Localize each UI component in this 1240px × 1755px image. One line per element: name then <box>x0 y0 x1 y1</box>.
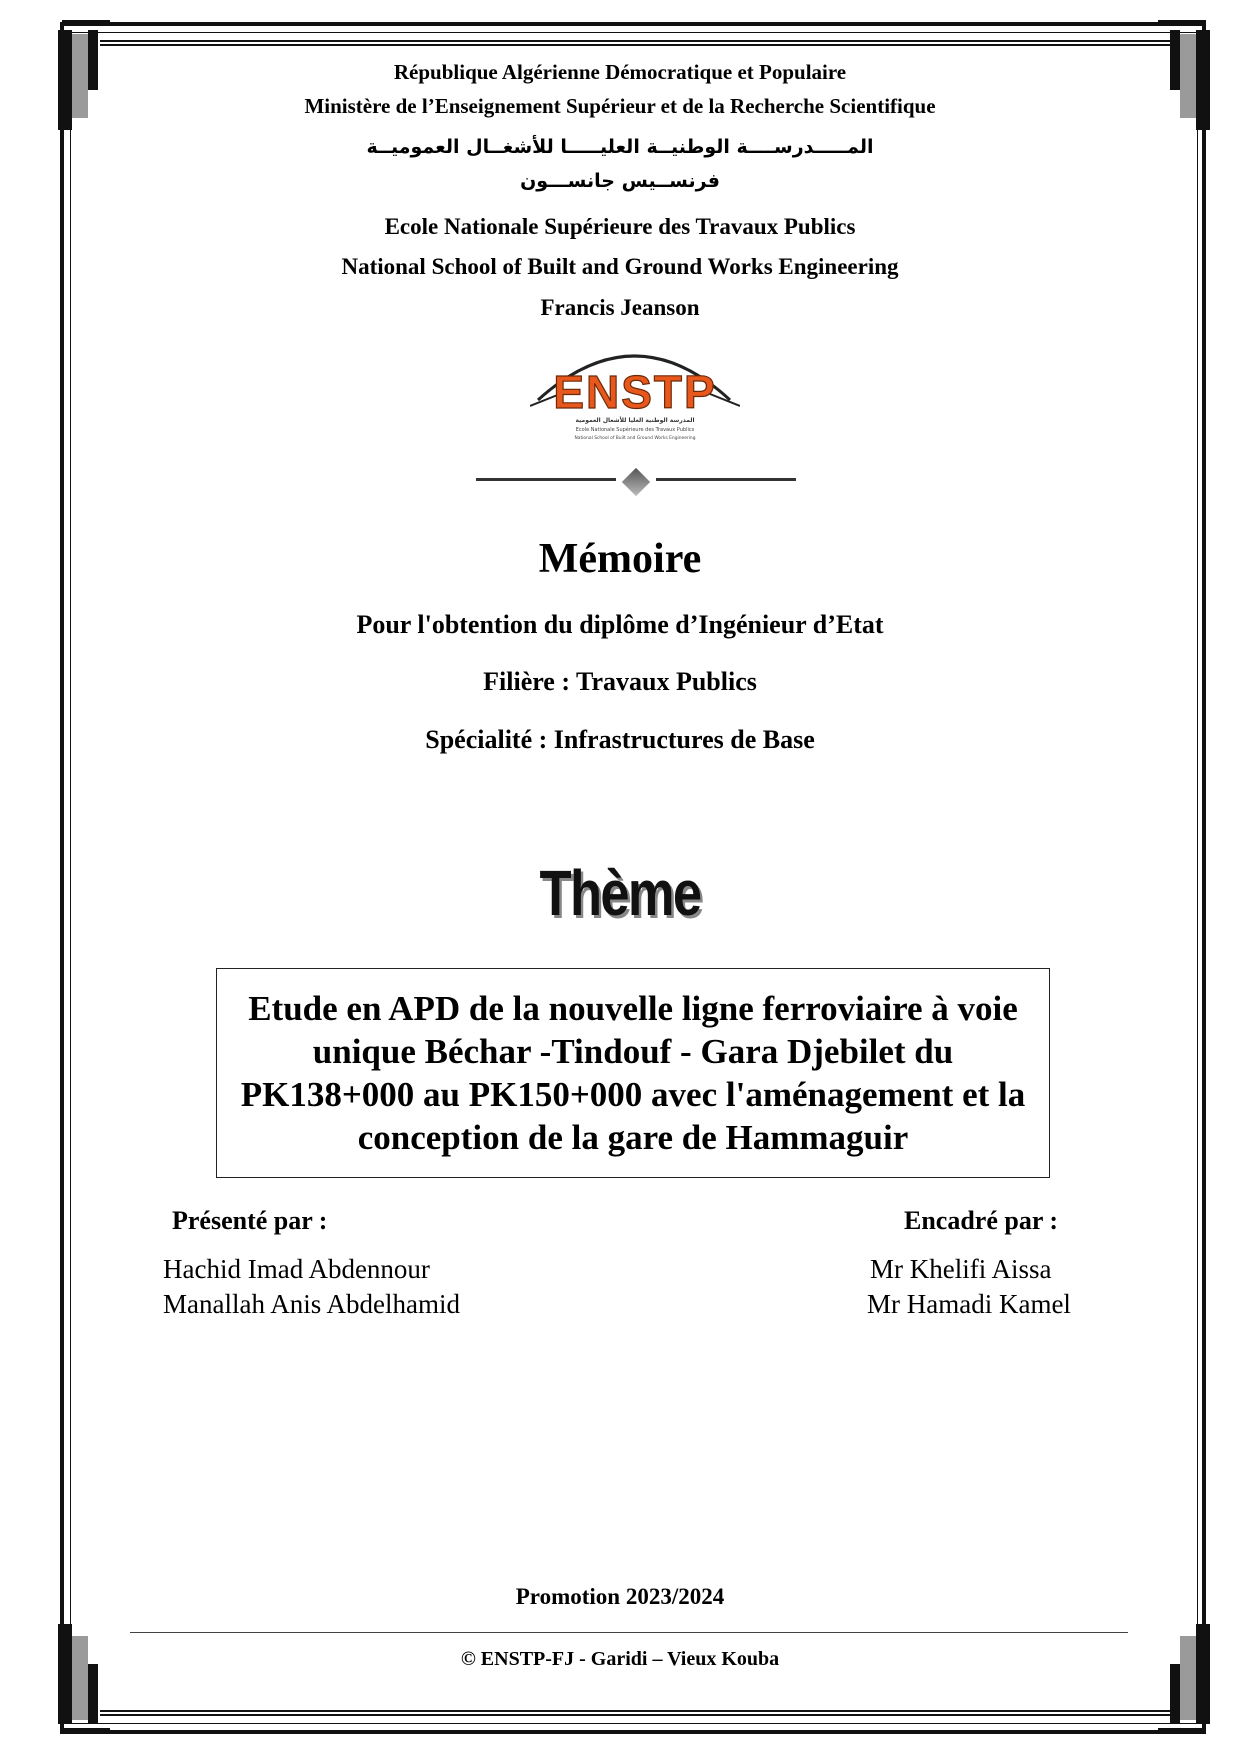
corner-ornament-bottom-right <box>1158 1614 1212 1734</box>
logo-caption-en: National School of Built and Ground Works Engineering <box>574 436 696 441</box>
divider-left <box>476 478 616 481</box>
logo-caption-ar: المدرسة الوطنية العليا للأشغال العمومية <box>575 417 695 424</box>
specialty-line: Spécialité : Infrastructures de Base <box>425 725 815 754</box>
corner-ornament-bottom-left <box>58 1614 112 1734</box>
page-border-bottom-double <box>100 1710 1180 1716</box>
republic-line: République Algérienne Démocratique et Populaire <box>393 60 847 84</box>
field-line: Filière : Travaux Publics <box>483 667 757 696</box>
enstp-logo <box>530 332 740 444</box>
arabic-school-line: المـــــدرســــة الوطنيــة العليـــــا للأشغــال العموميــة <box>366 136 874 158</box>
school-name-fr: Ecole Nationale Supérieure des Travaux Publics <box>384 214 856 239</box>
degree-line: Pour l'obtention du diplôme d’Ingénieur d’Etat <box>356 610 884 639</box>
footer-rule <box>130 1632 1128 1633</box>
page-border-top-double <box>100 40 1180 46</box>
supervisor-name-2: Mr Hamadi Kamel <box>867 1289 1071 1319</box>
logo-wordmark: ENSTP <box>553 366 717 418</box>
author-name-1: Hachid Imad Abdennour <box>163 1254 430 1284</box>
document-type: Mémoire <box>538 536 702 582</box>
logo-caption-fr: Ecole Nationale Supérieure des Travaux Publics <box>575 427 695 433</box>
presented-by-label: Présenté par : <box>172 1206 328 1235</box>
copyright-line: © ENSTP-FJ - Garidi – Vieux Kouba <box>460 1648 780 1670</box>
promotion-line: Promotion 2023/2024 <box>515 1584 725 1609</box>
theme-label: Thème <box>539 857 701 929</box>
ministry-line: Ministère de l’Enseignement Supérieur et de la Recherche Scientifique <box>304 94 936 118</box>
theme-title-box <box>216 968 1050 1178</box>
school-francis-jeanson: Francis Jeanson <box>540 295 700 320</box>
school-name-en: National School of Built and Ground Works Engineering <box>341 254 899 279</box>
divider-right <box>656 478 796 481</box>
supervised-by-label: Encadré par : <box>904 1206 1059 1235</box>
author-name-2: Manallah Anis Abdelhamid <box>163 1289 460 1319</box>
theme-title: Etude en APD de la nouvelle ligne ferroviaire à voie unique Béchar -Tindouf - Gara Djebilet du PK138+000 au PK150+000 avec l'aménagement et la conception de la gare de Hammaguir <box>240 989 1026 1157</box>
supervisor-name-1: Mr Khelifi Aissa <box>870 1254 1052 1284</box>
arabic-name-line: فرنســيس جانســـون <box>520 170 720 192</box>
